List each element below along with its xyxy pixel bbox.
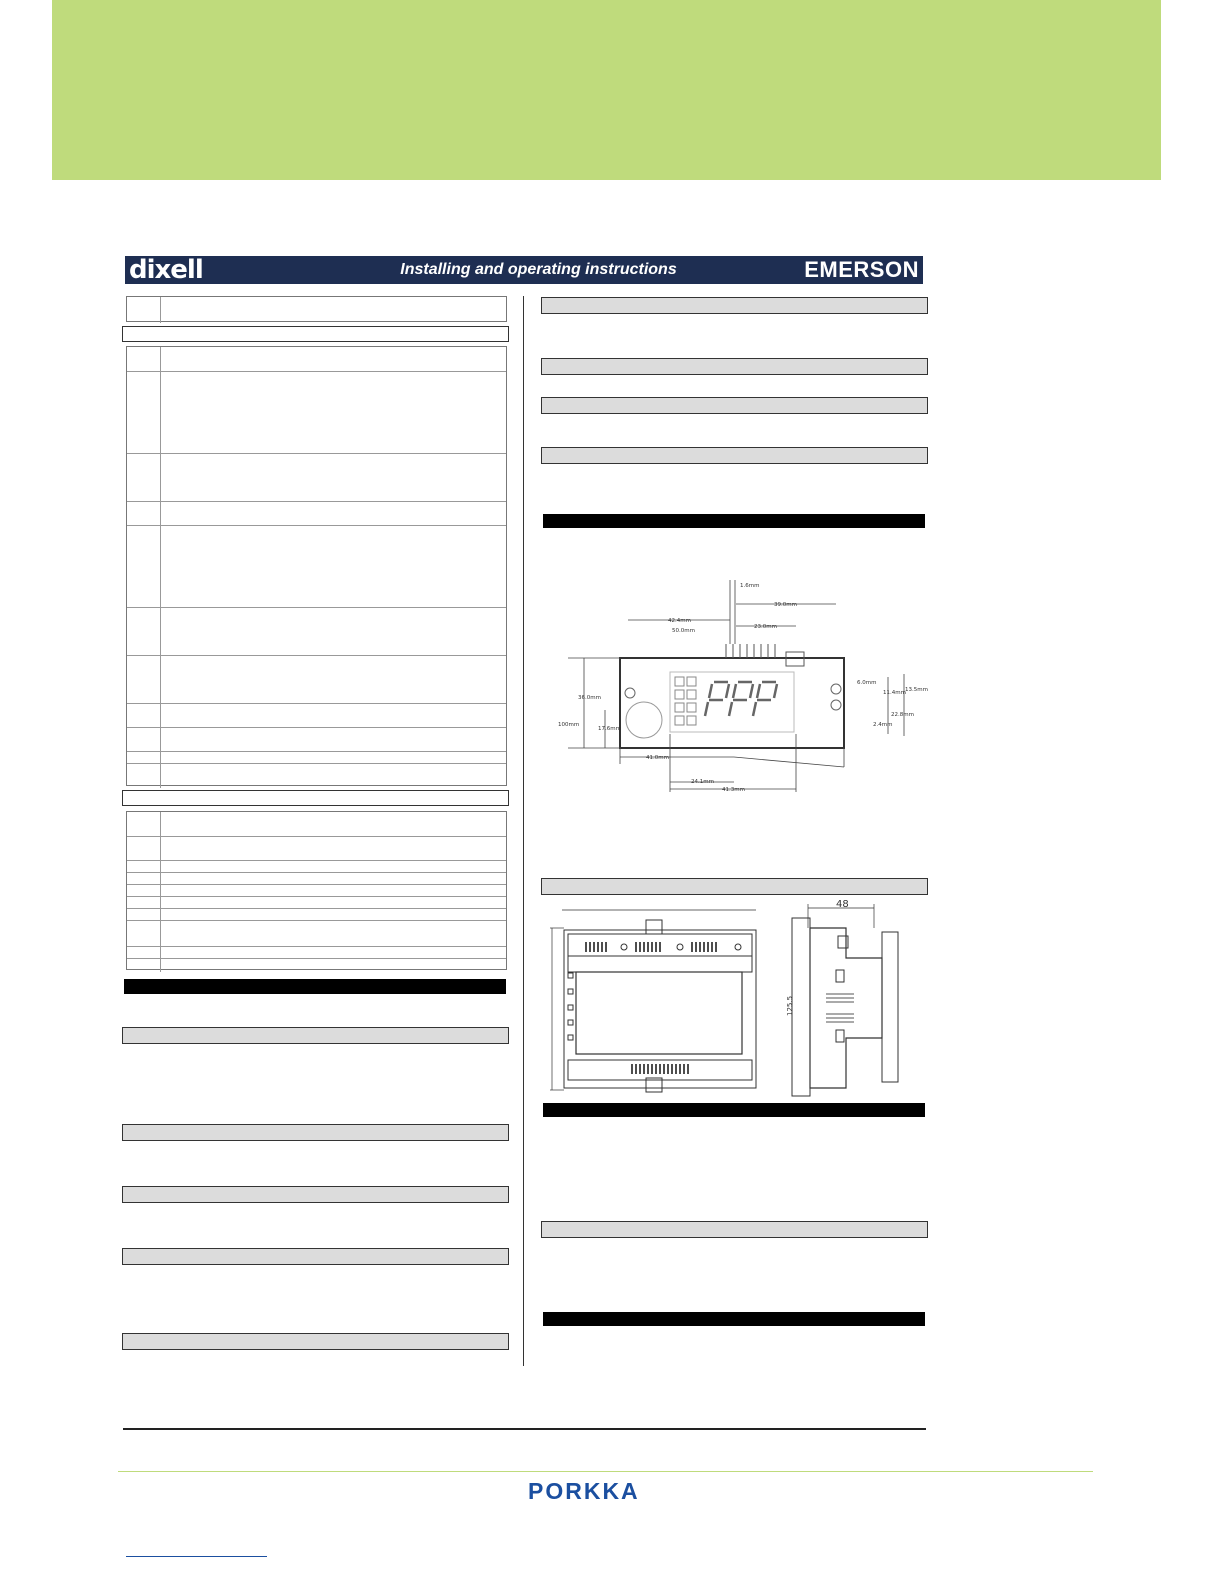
section-header-grey: [122, 1333, 509, 1350]
section-header-black: [543, 1103, 925, 1117]
table-top: [126, 296, 507, 322]
section-header-outline: [122, 790, 509, 806]
porkka-logo: PORKKA: [528, 1478, 640, 1504]
table-row: [127, 297, 506, 323]
section-header-grey: [122, 1027, 509, 1044]
dimension-label: 50.0mm: [672, 628, 695, 634]
table-row: [127, 453, 506, 502]
section-header-grey: [541, 447, 928, 464]
parameter-table-1: [126, 346, 507, 786]
footer-green-line: [118, 1471, 1093, 1472]
dimension-label: 11.4mm: [883, 690, 906, 696]
enclosure-dimension-drawing: [544, 898, 904, 1098]
dimension-label: 41.0mm: [646, 755, 669, 761]
section-header-grey: [541, 297, 928, 314]
table-row: [127, 655, 506, 704]
dimension-label: 23.0mm: [754, 624, 777, 630]
dimension-label: 22.8mm: [891, 712, 914, 718]
table-row: [127, 525, 506, 608]
dimension-label: 41.3mm: [722, 787, 745, 793]
dimension-label: 6.0mm: [857, 680, 877, 686]
parameter-table-2: [126, 811, 507, 970]
table-row: [127, 727, 506, 752]
table-row: [127, 763, 506, 788]
table-row: [127, 920, 506, 947]
dimension-label: 17.6mm: [598, 726, 621, 732]
dimension-label: 39.0mm: [774, 602, 797, 608]
table-row: [127, 607, 506, 656]
top-green-banner: [52, 0, 1161, 180]
table-row: [127, 836, 506, 861]
section-header-grey: [541, 397, 928, 414]
column-divider: [523, 296, 524, 1366]
section-header-outline: [122, 326, 509, 342]
dimension-label: 13.5mm: [905, 687, 928, 693]
section-header-grey: [541, 358, 928, 375]
dimension-label: 42.4mm: [668, 618, 691, 624]
section-header-black: [543, 514, 925, 528]
section-header-black: [543, 1312, 925, 1326]
dimension-label: 2.4mm: [873, 722, 893, 728]
footer-link-underline[interactable]: [126, 1556, 267, 1557]
section-header-grey: [122, 1248, 509, 1265]
section-header-grey: [122, 1186, 509, 1203]
dimension-label: 36.0mm: [578, 695, 601, 701]
section-header-grey: [541, 1221, 928, 1238]
dimension-label: 24.1mm: [691, 779, 714, 785]
footer-rule: [123, 1428, 926, 1430]
document-header: [125, 256, 923, 284]
dimension-label: 100mm: [558, 722, 580, 728]
table-row: [127, 812, 506, 836]
section-header-grey: [541, 878, 928, 895]
emerson-logo: EMERSON: [804, 257, 919, 282]
dimension-label: 1.6mm: [740, 583, 760, 589]
table-row: [127, 371, 506, 454]
table-row: [127, 347, 506, 371]
dimension-label: 48: [836, 899, 849, 910]
section-header-grey: [122, 1124, 509, 1141]
table-row: [127, 501, 506, 526]
table-row: [127, 703, 506, 728]
table-row: [127, 958, 506, 972]
dimension-label: 125.5: [786, 995, 794, 1016]
dixell-logo: dixell: [129, 255, 203, 285]
display-dimension-drawing: [548, 574, 928, 800]
header-title: Installing and operating instructions: [400, 261, 677, 278]
section-header-black: [124, 979, 506, 994]
